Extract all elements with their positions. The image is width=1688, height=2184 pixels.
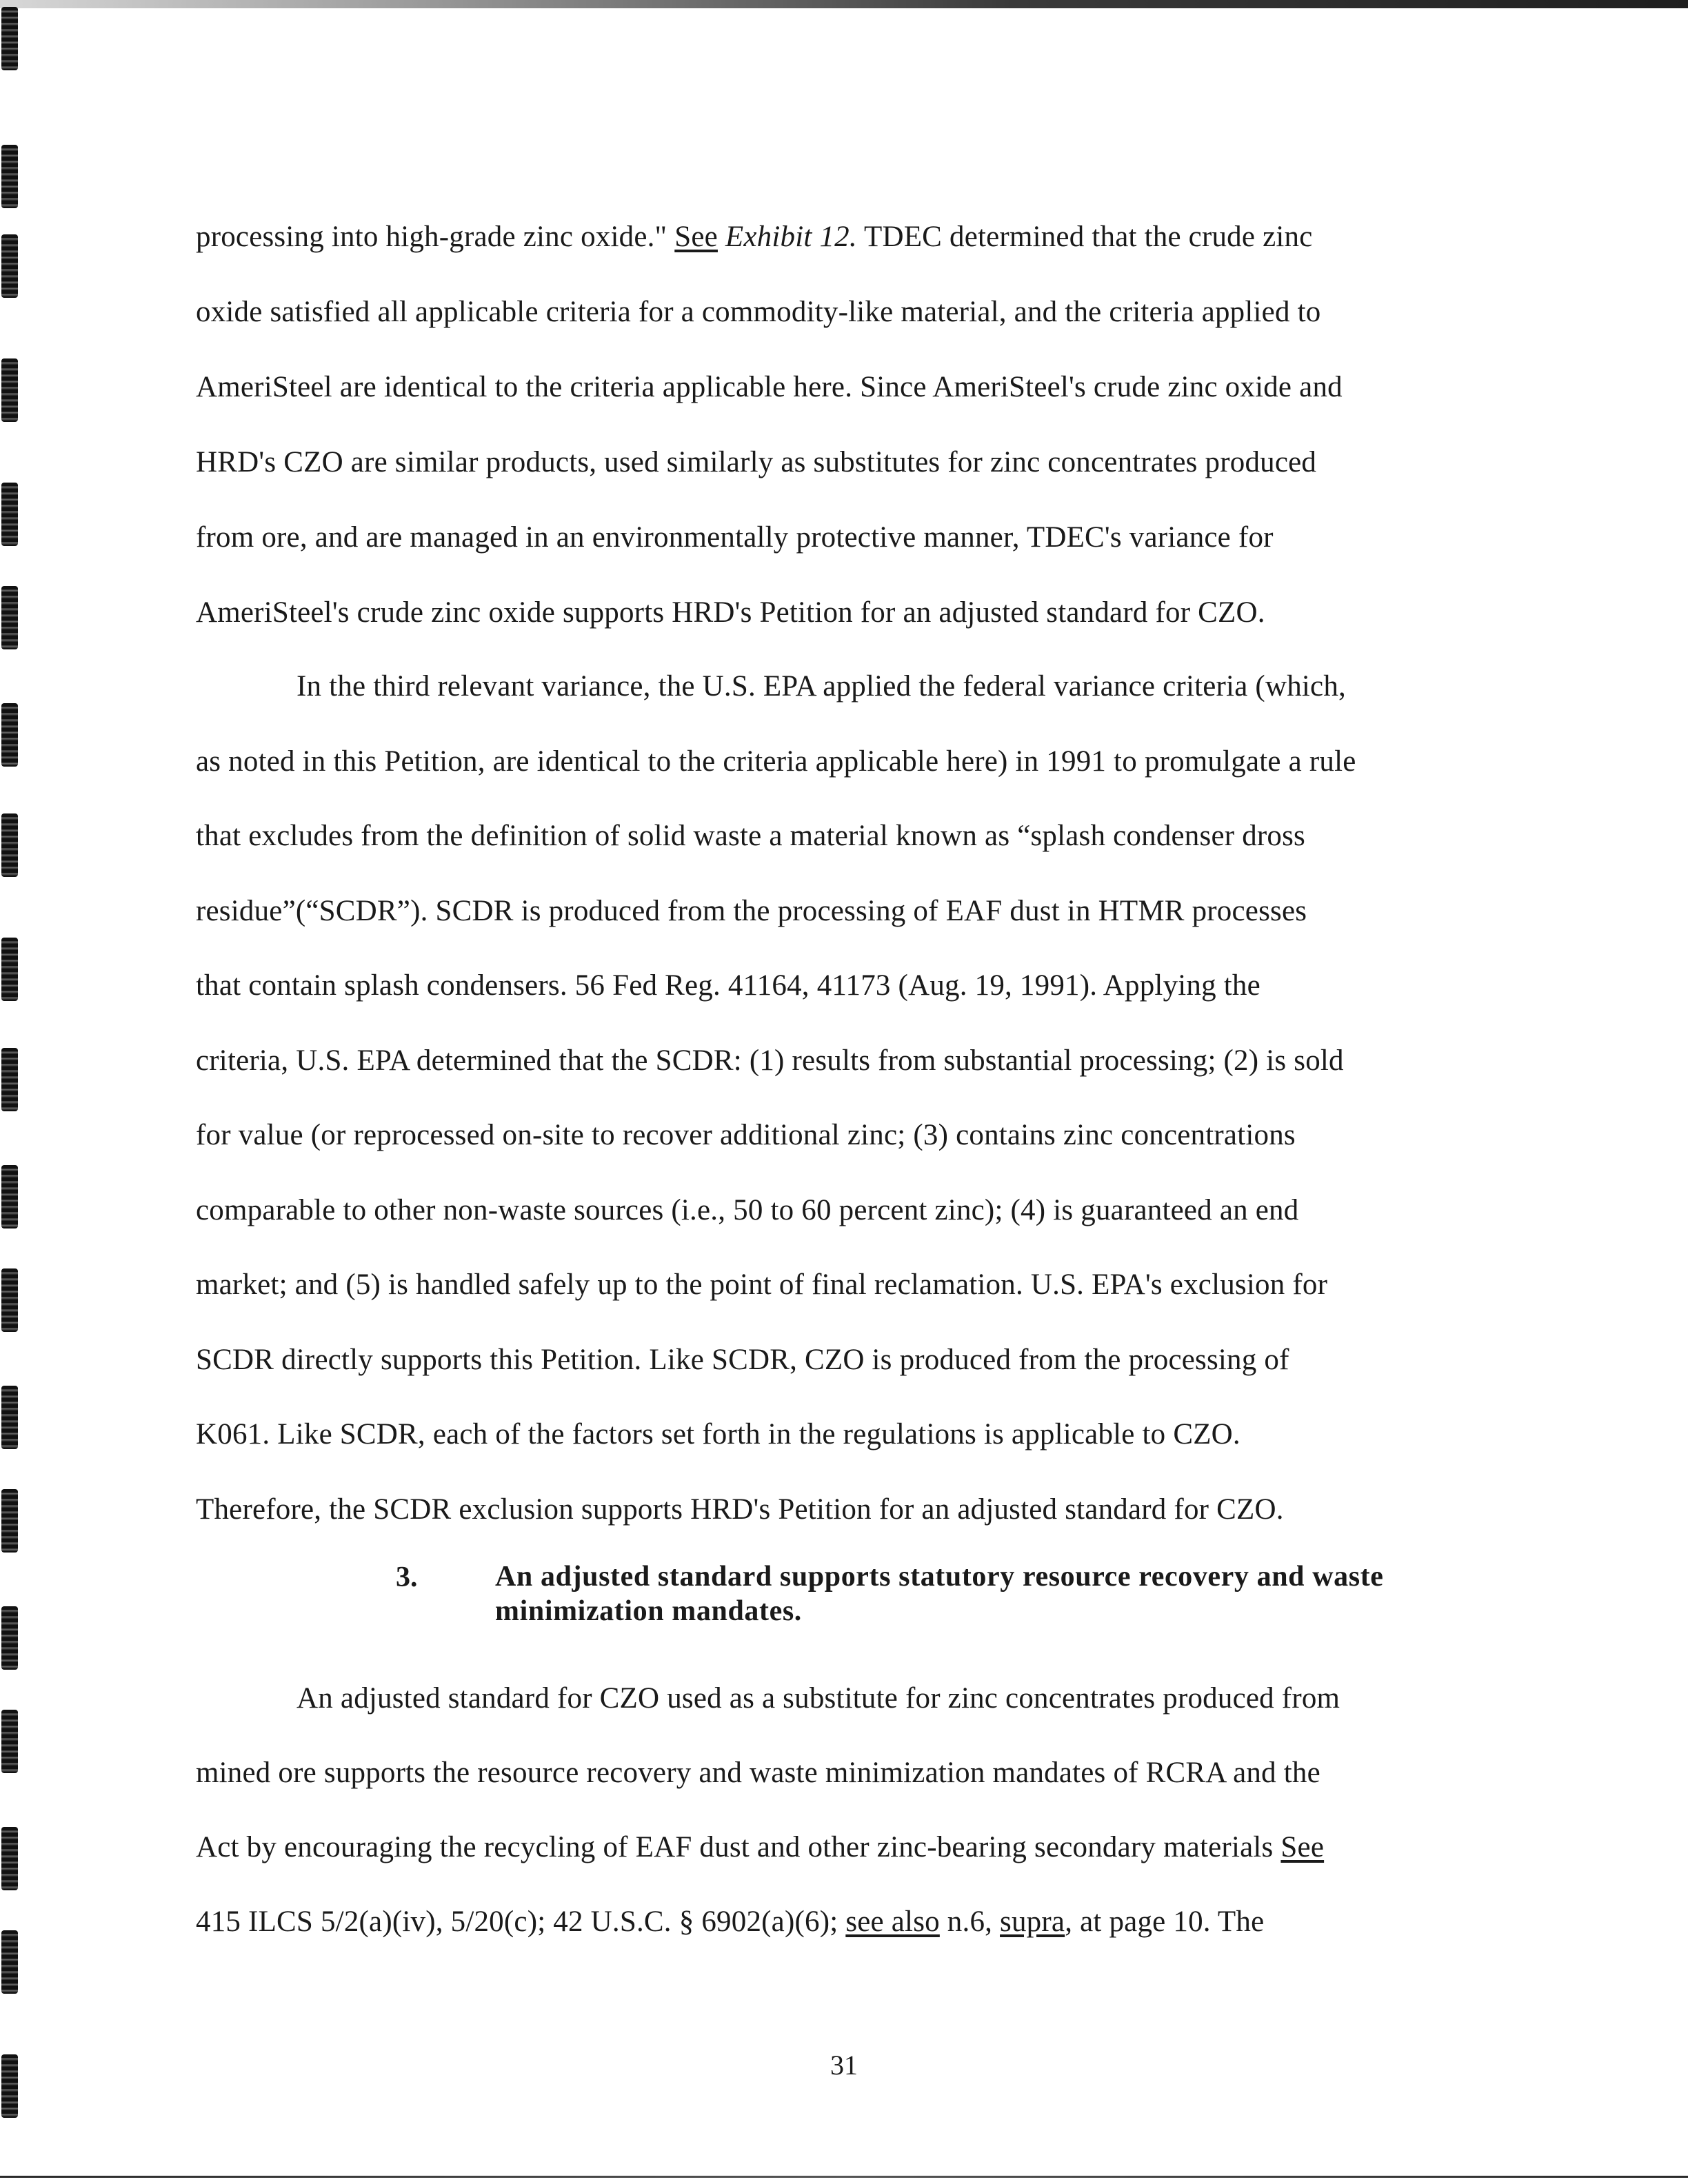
text-run	[718, 221, 725, 253]
text-line	[196, 1118, 1296, 1153]
page-number: 31	[830, 2050, 858, 2081]
binder-hole-mark	[1, 7, 18, 70]
text-line	[196, 1830, 1324, 1866]
text-line	[196, 1043, 1344, 1079]
text-run: that excludes from the definition of solid waste a material known as “splash condenser dross	[196, 820, 1305, 852]
text-line	[196, 520, 1274, 556]
binder-hole-mark	[1, 1489, 18, 1553]
binder-hole-mark	[1, 483, 18, 546]
binder-hole-mark	[1, 586, 18, 649]
text-line	[196, 744, 1356, 780]
text-run: HRD's CZO are similar products, used similarly as substitutes for zinc concentrates produced	[196, 446, 1317, 478]
text-run: from ore, and are managed in an environmentally protective manner, TDEC's variance for	[196, 521, 1274, 554]
text-run: , at page 10. The	[1065, 1905, 1265, 1938]
binder-hole-mark	[1, 1048, 18, 1111]
binder-hole-mark	[1, 1268, 18, 1332]
text-line	[196, 1755, 1320, 1791]
binder-hole-mark	[1, 813, 18, 877]
text-run: that contain splash condensers. 56 Fed Reg. 41164, 41173 (Aug. 19, 1991). Applying the	[196, 969, 1260, 1002]
section-heading-number: 3.	[396, 1561, 418, 1593]
text-line	[196, 294, 1320, 330]
binder-hole-mark	[1, 1386, 18, 1449]
exhibit-reference: Exhibit 12.	[725, 221, 857, 253]
text-line	[196, 1193, 1298, 1228]
text-run: market; and (5) is handled safely up to the point of final reclamation. U.S. EPA's exclusion for	[196, 1268, 1328, 1301]
text-run: residue”(“SCDR”). SCDR is produced from the processing of EAF dust in HTMR processes	[196, 894, 1307, 927]
binder-hole-mark	[1, 938, 18, 1001]
scan-top-edge	[0, 0, 1688, 8]
text-line	[196, 818, 1305, 854]
text-run: In the third relevant variance, the U.S. EPA applied the federal variance criteria (which,	[297, 670, 1346, 702]
text-run: for value (or reprocessed on-site to recover additional zinc; (3) contains zinc concentrations	[196, 1119, 1296, 1151]
text-line	[196, 219, 1313, 255]
text-run: K061. Like SCDR, each of the factors set forth in the regulations is applicable to CZO.	[196, 1418, 1240, 1450]
text-line	[196, 445, 1316, 481]
citation-signal: See	[1280, 1831, 1325, 1863]
text-line	[196, 893, 1307, 929]
text-line	[196, 1342, 1289, 1378]
binder-hole-mark	[1, 703, 18, 767]
text-run: criteria, U.S. EPA determined that the SCDR: (1) results from substantial processing; (2) is sold	[196, 1044, 1344, 1077]
text-run: Therefore, the SCDR exclusion supports HRD's Petition for an adjusted standard for CZO.	[196, 1493, 1284, 1526]
text-run: n.6,	[939, 1905, 1001, 1938]
text-run: TDEC determined that the crude zinc	[856, 221, 1313, 253]
binder-hole-mark	[1, 234, 18, 298]
text-run: AmeriSteel's crude zinc oxide supports HRD's Petition for an adjusted standard for CZO.	[196, 596, 1265, 629]
binder-hole-mark	[1, 1165, 18, 1228]
text-run: oxide satisfied all applicable criteria for a commodity-like material, and the criteria applied to	[196, 296, 1321, 328]
binder-hole-mark	[1, 358, 18, 422]
text-run: processing into high-grade zinc oxide."	[196, 221, 675, 253]
text-line	[196, 595, 1265, 631]
text-line	[196, 968, 1260, 1004]
text-run: 415 ILCS 5/2(a)(iv), 5/20(c); 42 U.S.C. § 6902(a)(6);	[196, 1905, 846, 1938]
text-line	[297, 1681, 1340, 1717]
text-run: AmeriSteel are identical to the criteria applicable here. Since AmeriSteel's crude zinc oxide and	[196, 371, 1343, 403]
binder-hole-mark	[1, 1930, 18, 1994]
citation-signal: see also	[845, 1905, 940, 1938]
citation-signal: supra	[1000, 1905, 1065, 1938]
text-line	[196, 1417, 1240, 1453]
text-run: as noted in this Petition, are identical to the criteria applicable here) in 1991 to promulgate a rule	[196, 745, 1356, 778]
text-line	[196, 1904, 1264, 1940]
citation-signal: See	[674, 221, 718, 253]
binder-hole-mark	[1, 145, 18, 208]
text-run: mined ore supports the resource recovery and waste minimization mandates of RCRA and the	[196, 1757, 1320, 1789]
scan-bottom-edge	[0, 2176, 1688, 2178]
binder-hole-mark	[1, 1710, 18, 1773]
text-line	[297, 669, 1346, 705]
text-run: comparable to other non-waste sources (i.e., 50 to 60 percent zinc); (4) is guaranteed an end	[196, 1193, 1299, 1226]
text-run: An adjusted standard for CZO used as a substitute for zinc concentrates produced from	[297, 1682, 1340, 1715]
binder-hole-mark	[1, 1827, 18, 1890]
text-line	[196, 1267, 1327, 1303]
text-line	[196, 1492, 1284, 1528]
text-run: SCDR directly supports this Petition. Like SCDR, CZO is produced from the processing of	[196, 1343, 1289, 1376]
section-heading-text: An adjusted standard supports statutory resource recovery and waste minimization mandates.	[495, 1561, 1384, 1627]
text-run: Act by encouraging the recycling of EAF dust and other zinc-bearing secondary materials	[196, 1831, 1281, 1863]
text-line	[196, 370, 1343, 405]
binder-hole-mark	[1, 1606, 18, 1670]
